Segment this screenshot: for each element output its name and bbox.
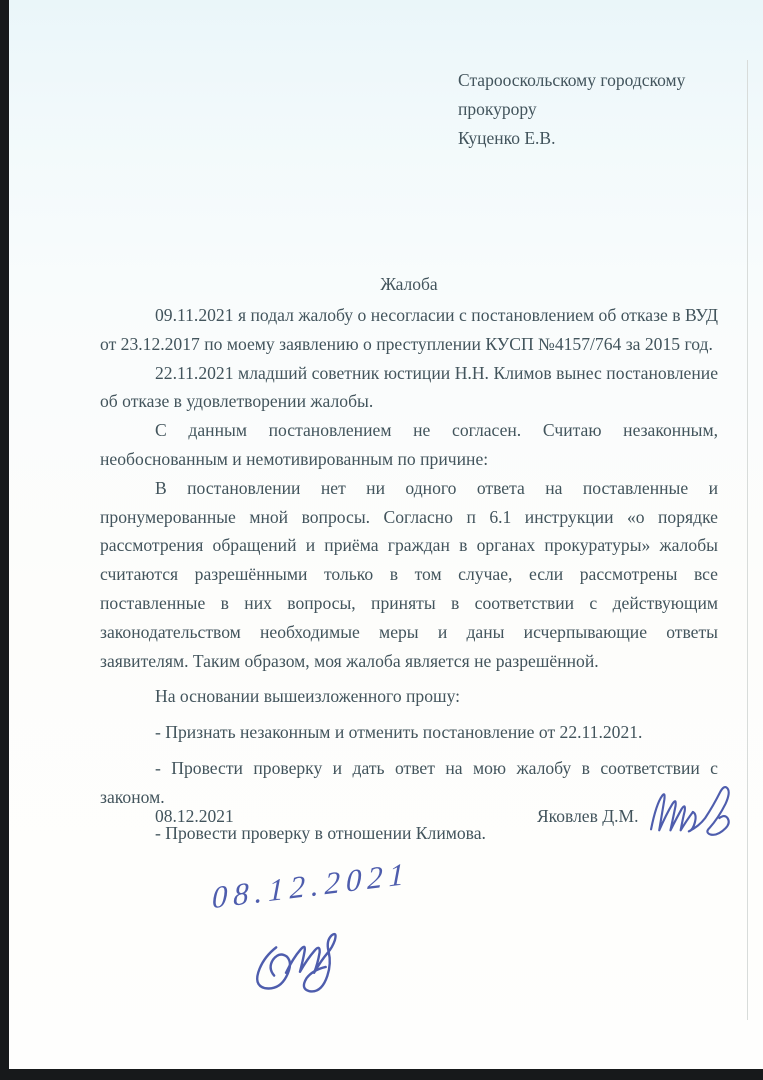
paragraph-disagreement: С данным постановлением не согласен. Считаю незаконным, необоснованным и немотивированным по причине: [100, 420, 718, 469]
request-item-1: - Признать незаконным и отменить постановление от 22.11.2021. [155, 722, 643, 743]
recipient-line-3: Куценко Е.В. [458, 128, 556, 148]
recipient-line-1: Старооскольскому городскому [458, 70, 686, 90]
recipient-block [458, 66, 728, 153]
document-body [100, 301, 718, 847]
scan-edge-bottom [0, 1069, 763, 1080]
document-title: Жалоба [380, 274, 438, 294]
page-right-edge [747, 60, 748, 1020]
signatory-name: Яковлев Д.М. [537, 806, 639, 826]
paragraph-decision-issued: 22.11.2021 младший советник юстиции Н.Н. Климов вынес постановление об отказе в удовлетворении жалобы. [100, 362, 718, 412]
handwritten-date: 08.12.2021 [211, 855, 411, 916]
paragraph-request-intro: На основании вышеизложенного прошу: [155, 686, 461, 707]
request-item-2: - Провести проверку и дать ответ на мою жалобу в соответствии с законом. [100, 757, 718, 807]
handwritten-signature-icon [240, 910, 381, 1004]
recipient-line-2: прокурору [458, 99, 537, 119]
document-date: 08.12.2021 [155, 806, 234, 826]
request-item-3: - Провести проверку в отношении Климова. [155, 822, 486, 843]
yakovlev-signature-icon [648, 783, 750, 843]
scan-edge-left [0, 0, 9, 1080]
paragraph-complaint-filed: 09.11.2021 я подал жалобу о несогласии с постановлением об отказе в ВУД от 23.12.2017 по моему заявлению о преступлении КУСП №4157/764 за 2015 год. [100, 305, 718, 354]
paragraph-grounds: В постановлении нет ни одного ответа на поставленные и пронумерованные мной вопросы. Согласно п 6.1 инструкции «о порядке рассмотрения обращений и приёма граждан в органах прокуратуры» жалобы считаются разрешёнными только в том случае, если рассмотрены все поставленные в них вопросы, приняты в соответствии с действующим законодательством необходимые меры и даны исчерпывающие ответы заявителям. Таким образом, моя жалоба является не разрешённой. [100, 477, 718, 671]
